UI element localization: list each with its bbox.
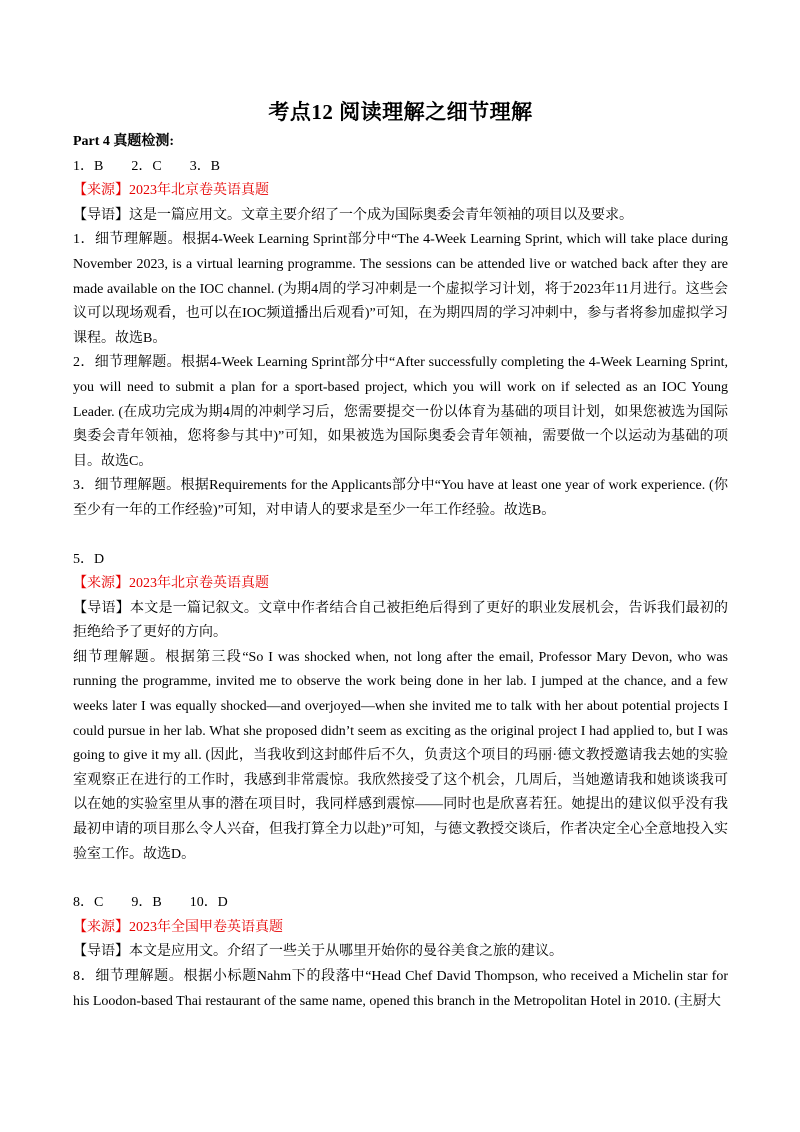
explanation-paragraph: 3．细节理解题。根据Requirements for the Applicants部分中“You have at least one year of work experience. (你至少有一年的工作经验)”可知，对申请人的要求是至少一年工作经验。故选B。	[73, 478, 728, 518]
answer-line	[73, 891, 728, 916]
guide-line: 【导语】这是一篇应用文。文章主要介绍了一个成为国际奥委会青年领袖的项目以及要求。	[73, 207, 633, 223]
answer: 5．D	[73, 551, 105, 567]
page-title: 考点12 阅读理解之细节理解	[268, 100, 533, 124]
answer-line	[73, 548, 728, 573]
answer-line	[73, 155, 728, 180]
answer: 10．D	[189, 895, 228, 911]
part-heading: Part 4 真题检测:	[73, 134, 175, 149]
spacer	[73, 524, 728, 548]
spacer	[73, 867, 728, 891]
guide-line: 【导语】本文是一篇记叙文。文章中作者结合自己被拒绝后得到了更好的职业发展机会，告诉我们最初的拒绝给予了更好的方向。	[73, 600, 728, 641]
answer: 9．B	[131, 895, 162, 911]
guide-line: 【导语】本文是应用文。介绍了一些关于从哪里开始你的曼谷美食之旅的建议。	[73, 944, 563, 960]
explanation-paragraph: 1．细节理解题。根据4-Week Learning Sprint部分中“The 4-Week Learning Sprint, which will take place during November 2023, is a virtual learning programme. The sessions can be attended live or watched back after they are made available on the IOC channel. (为期4周的学习冲刺是一个虚拟学习计划，将于2023年11月进行。这些会议可以现场观看，也可以在IOC频道播出后观看)”可知，在为期四周的学习冲刺中，参与者将参加虚拟学习课程。故选B。	[73, 232, 728, 346]
answer: 3．B	[189, 158, 221, 174]
source-line: 【来源】2023年全国甲卷英语真题	[73, 919, 283, 935]
explanation-paragraph: 细节理解题。根据第三段“So I was shocked when, not long after the email, Professor Mary Devon, who was running the programme, invited me to observe the work being done in her lab. I jumped at the chance, and a few weeks later I was equally shocked—and overjoyed—when she invited me to talk with her about potential projects I could pursue in her lab. What she proposed didn’t seem as exciting as the original project I had applied to, but I was going to give it my all. (因此，当我收到这封邮件后不久，负责这个项目的玛丽·德文教授邀请我去她的实验室观察正在进行的工作时，我感到非常震惊。我欣然接受了这个机会，几周后，当她邀请我和她谈谈我可以在她的实验室里从事的潜在项目时，我同样感到震惊——同时也是欣喜若狂。她提出的建议似乎没有我最初申请的项目那么令人兴奋，但我打算全力以赴)”可知，与德文教授交谈后，作者决定全心全意地投入实验室工作。故选D。	[73, 649, 728, 862]
explanation-paragraph: 8．细节理解题。根据小标题Nahm下的段落中“Head Chef David Thompson, who received a Michelin star for his Loodon-based Thai restaurant of the same name, opened this branch in the Metropolitan Hotel in 2010. (主厨大	[73, 969, 728, 1009]
answer: 8．C	[73, 895, 104, 911]
source-line: 【来源】2023年北京卷英语真题	[73, 183, 269, 199]
explanation-paragraph: 2．细节理解题。根据4-Week Learning Sprint部分中“After successfully completing the 4-Week Learning Sprint, you will need to submit a plan for a sport‐based project, which you will work on if selected as an IOC Young Leader. (在成功完成为期4周的冲刺学习后，您需要提交一份以体育为基础的项目计划，如果您被选为国际奥委会青年领袖，您将参与其中)”可知，如果被选为国际奥委会青年领袖，需要做一个以运动为基础的项目。故选C。	[73, 355, 728, 469]
answer: 2．C	[131, 158, 162, 174]
source-line: 【来源】2023年北京卷英语真题	[73, 576, 269, 592]
answer: 1．B	[73, 158, 104, 174]
document-page	[73, 96, 728, 1014]
